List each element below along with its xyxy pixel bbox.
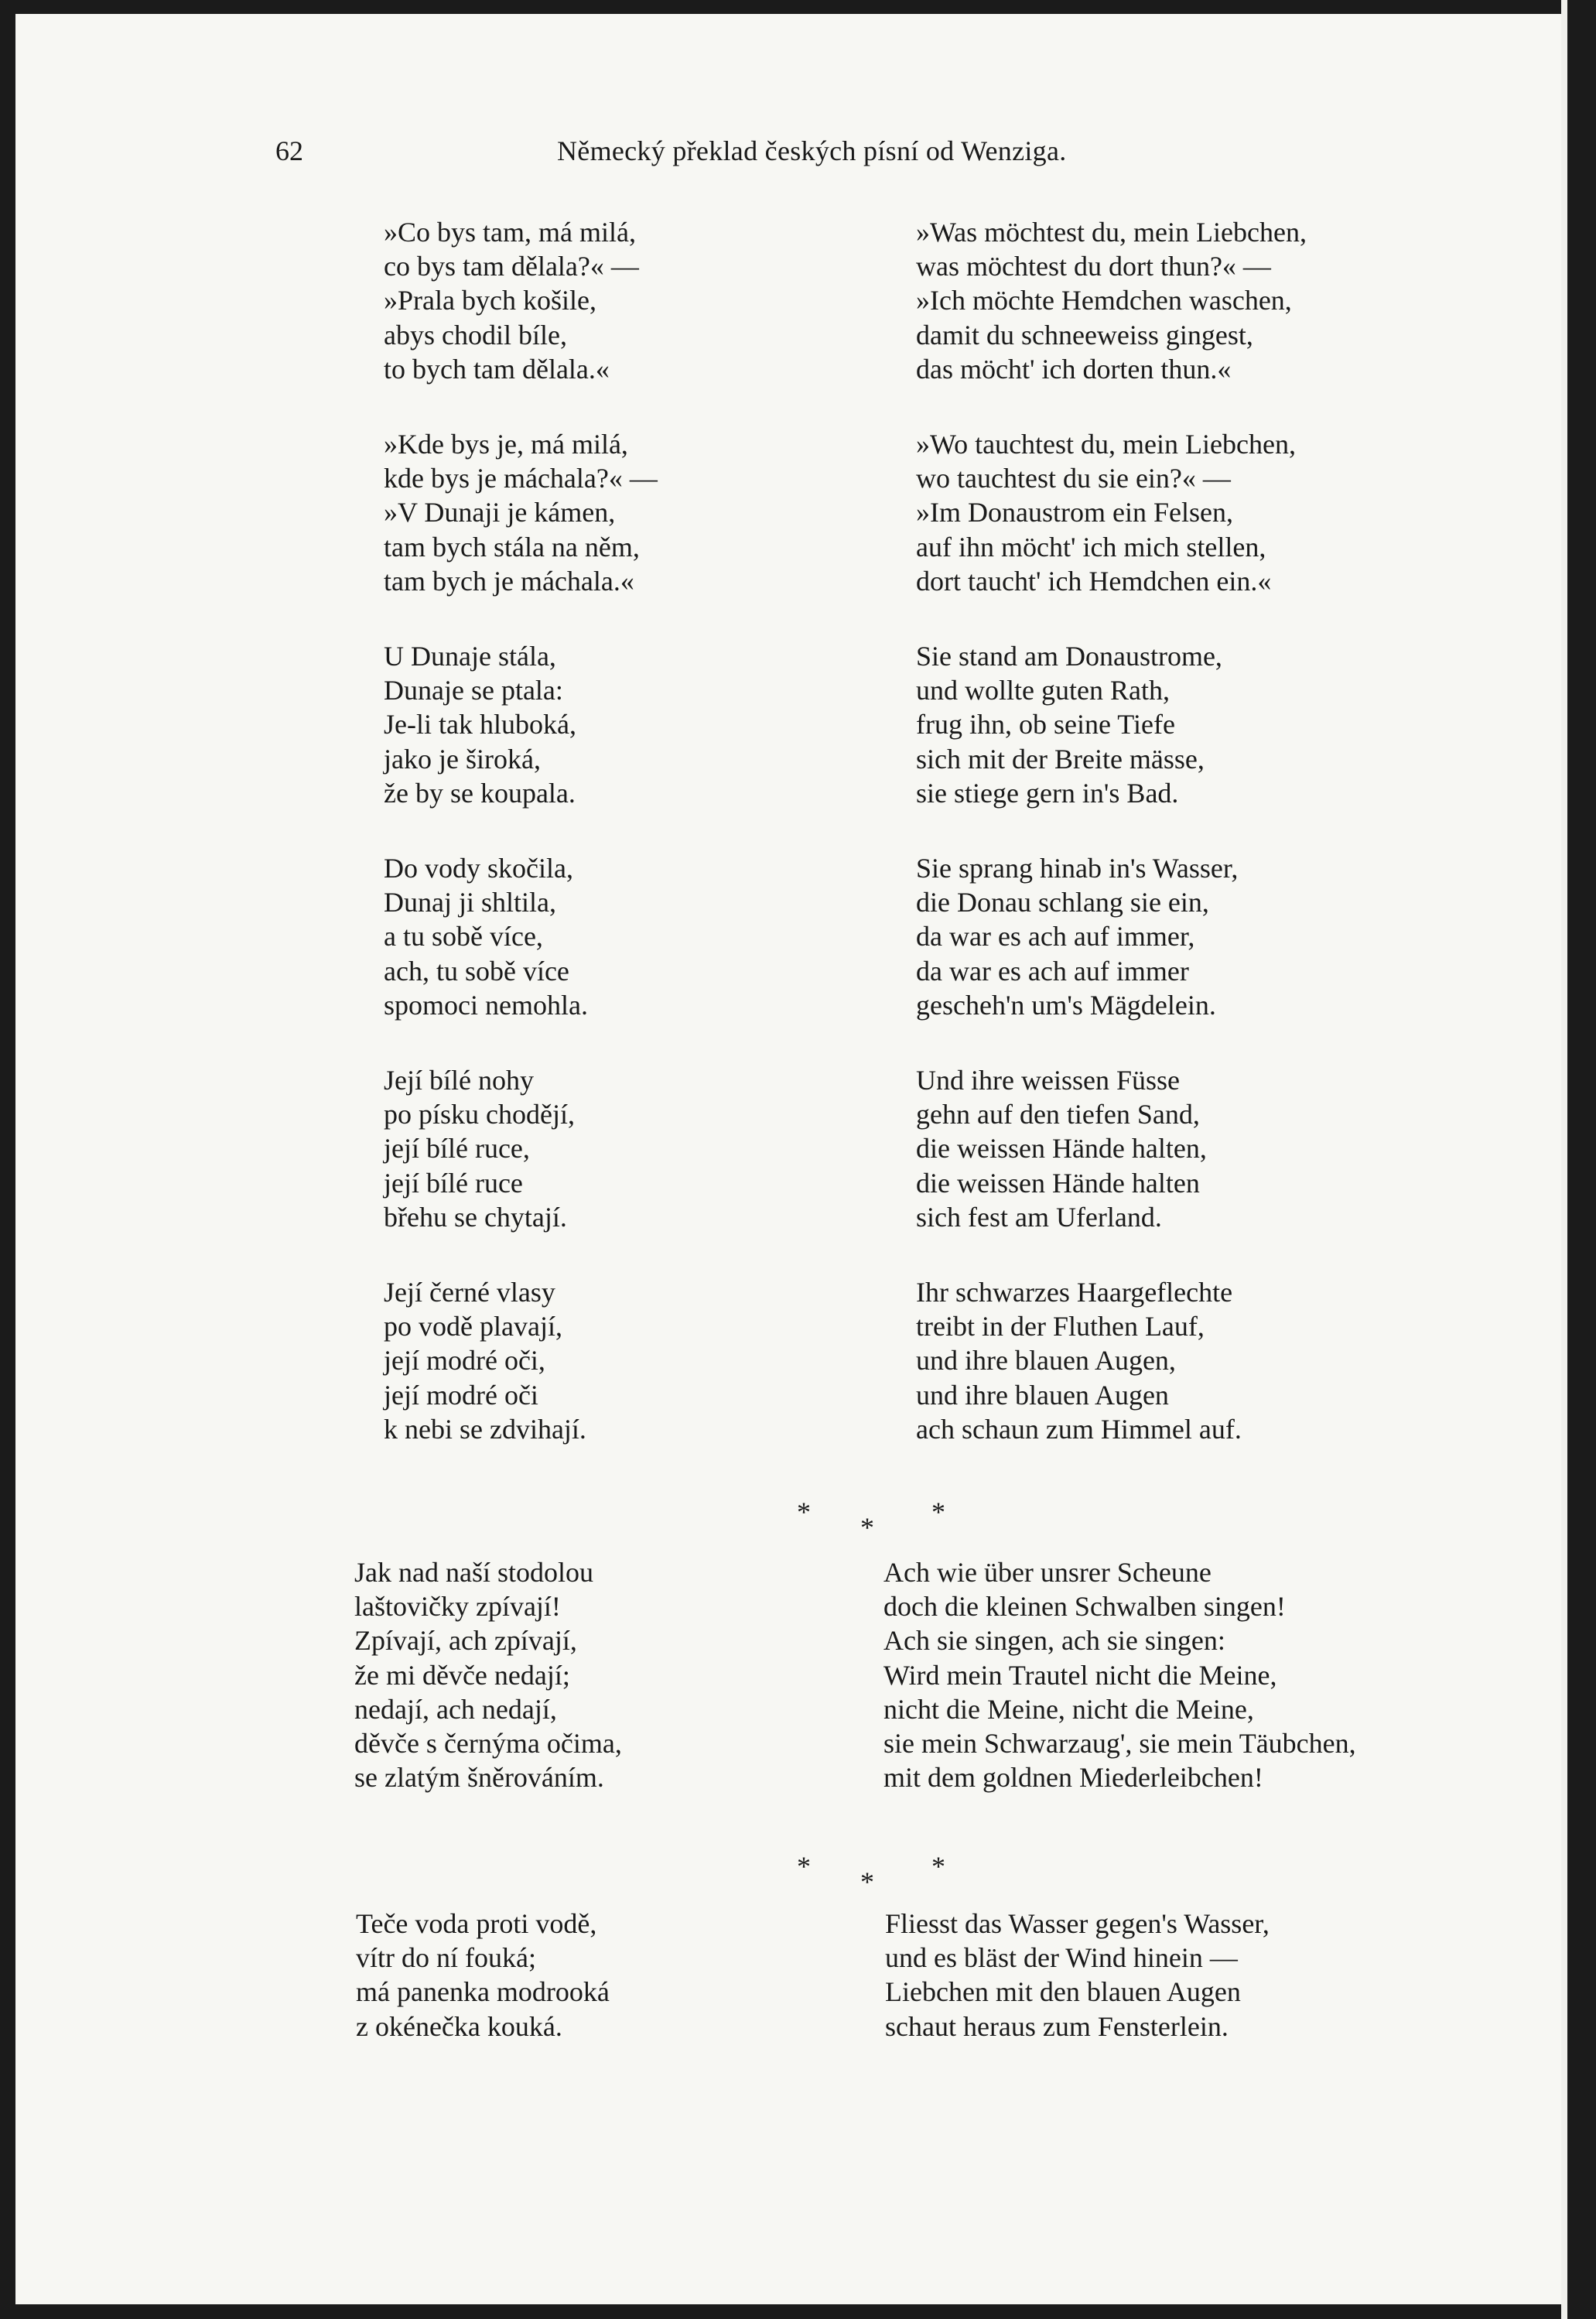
separator-star: * xyxy=(797,1496,811,1527)
verse-line: sich fest am Uferland. xyxy=(916,1201,1162,1233)
poem1-german-column xyxy=(916,215,1307,1487)
stanza xyxy=(916,215,1307,386)
verse-line: frug ihn, ob seine Tiefe xyxy=(916,709,1175,741)
verse-line: Sie stand am Donaustrome, xyxy=(916,641,1222,672)
verse-line: Dunaje se ptala: xyxy=(384,675,563,706)
verse-line: z okénečka kouká. xyxy=(356,2010,562,2042)
verse-line: sie stiege gern in's Bad. xyxy=(916,777,1179,809)
verse-line: Ihr schwarzes Haargeflechte xyxy=(916,1277,1233,1308)
separator-star: * xyxy=(860,1866,874,1897)
verse-line: má panenka modrooká xyxy=(356,1976,610,2008)
page-number: 62 xyxy=(275,135,303,166)
verse-line: vítr do ní fouká; xyxy=(356,1942,536,1974)
verse-line: sie mein Schwarzaug', sie mein Täubchen, xyxy=(883,1728,1356,1760)
verse-line: nicht die Meine, nicht die Meine, xyxy=(883,1693,1254,1725)
verse-line: »V Dunaji je kámen, xyxy=(384,497,616,528)
verse-line: »Im Donaustrom ein Felsen, xyxy=(916,497,1233,528)
verse-line: k nebi se zdvihají. xyxy=(384,1413,586,1445)
verse-line: »Prala bych košile, xyxy=(384,285,596,316)
running-title: Německý překlad českých písní od Wenziga. xyxy=(557,135,1067,166)
verse-line: Teče voda proti vodě, xyxy=(356,1908,597,1939)
verse-line: damit du schneeweiss gingest, xyxy=(916,319,1253,351)
verse-line: její bílé ruce, xyxy=(384,1133,530,1165)
verse-line: und es bläst der Wind hinein — xyxy=(885,1942,1238,1974)
poem2-czech-column xyxy=(354,1555,622,1794)
verse-line: její modré oči xyxy=(384,1379,538,1411)
stanza xyxy=(916,1063,1307,1234)
poem3-german-column xyxy=(885,1907,1270,2044)
verse-line: wo tauchtest du sie ein?« — xyxy=(916,463,1231,494)
verse-line: die weissen Hände halten xyxy=(916,1167,1200,1199)
verse-line: břehu se chytají. xyxy=(384,1201,567,1233)
verse-line: »Kde bys je, má milá, xyxy=(384,429,628,460)
verse-line: Fliesst das Wasser gegen's Wasser, xyxy=(885,1908,1270,1939)
verse-line: děvče s černýma očima, xyxy=(354,1728,622,1760)
verse-line: Ach sie singen, ach sie singen: xyxy=(883,1625,1225,1657)
verse-line: Do vody skočila, xyxy=(384,853,573,884)
separator-star: * xyxy=(860,1512,874,1543)
separator-star: * xyxy=(931,1496,945,1527)
verse-line: und wollte guten Rath, xyxy=(916,675,1170,706)
verse-line: »Was möchtest du, mein Liebchen, xyxy=(916,217,1307,248)
verse-line: že mi děvče nedají; xyxy=(354,1659,570,1691)
verse-line: to bych tam dělala.« xyxy=(384,353,610,385)
stanza xyxy=(384,1063,658,1234)
verse-line: da war es ach auf immer, xyxy=(916,921,1195,953)
verse-line: Wird mein Trautel nicht die Meine, xyxy=(883,1659,1277,1691)
verse-line: Sie sprang hinab in's Wasser, xyxy=(916,853,1239,884)
verse-line: doch die kleinen Schwalben singen! xyxy=(883,1591,1286,1623)
stanza xyxy=(916,851,1307,1022)
verse-line: auf ihn möcht' ich mich stellen, xyxy=(916,531,1266,563)
verse-line: jako je široká, xyxy=(384,743,541,775)
verse-line: mit dem goldnen Miederleibchen! xyxy=(883,1762,1263,1794)
stanza xyxy=(916,639,1307,810)
verse-line: abys chodil bíle, xyxy=(384,319,567,351)
verse-line: co bys tam dělala?« — xyxy=(384,251,639,282)
verse-line: Liebchen mit den blauen Augen xyxy=(885,1976,1241,2008)
verse-line: da war es ach auf immer xyxy=(916,955,1189,987)
stanza xyxy=(384,427,658,598)
verse-line: und ihre blauen Augen, xyxy=(916,1345,1176,1377)
verse-line: und ihre blauen Augen xyxy=(916,1379,1169,1411)
verse-line: sich mit der Breite mässe, xyxy=(916,743,1205,775)
verse-line: die Donau schlang sie ein, xyxy=(916,887,1209,918)
verse-line: schaut heraus zum Fensterlein. xyxy=(885,2010,1229,2042)
verse-line: die weissen Hände halten, xyxy=(916,1133,1207,1165)
verse-line: její bílé ruce xyxy=(384,1167,523,1199)
verse-line: Jak nad naší stodolou xyxy=(354,1557,593,1588)
stanza xyxy=(384,1275,658,1446)
verse-line: »Ich möchte Hemdchen waschen, xyxy=(916,285,1292,316)
poem3-czech-column xyxy=(356,1907,610,2044)
verse-line: »Wo tauchtest du, mein Liebchen, xyxy=(916,429,1296,460)
separator-star: * xyxy=(797,1851,811,1882)
verse-line: Und ihre weissen Füsse xyxy=(916,1065,1180,1096)
stanza xyxy=(384,639,658,810)
stanza xyxy=(916,427,1307,598)
verse-line: gescheh'n um's Mägdelein. xyxy=(916,989,1216,1021)
verse-line: Ach wie über unsrer Scheune xyxy=(883,1557,1212,1588)
verse-line: tam bych je máchala.« xyxy=(384,565,634,597)
verse-line: Zpívají, ach zpívají, xyxy=(354,1625,577,1657)
verse-line: Dunaj ji shltila, xyxy=(384,887,556,918)
verse-line: ach schaun zum Himmel auf. xyxy=(916,1413,1242,1445)
verse-line: Její černé vlasy xyxy=(384,1277,555,1308)
verse-line: U Dunaje stála, xyxy=(384,641,556,672)
verse-line: že by se koupala. xyxy=(384,777,576,809)
verse-line: nedají, ach nedají, xyxy=(354,1693,557,1725)
verse-line: se zlatým šněrováním. xyxy=(354,1762,604,1794)
stanza xyxy=(384,851,658,1022)
verse-line: a tu sobě více, xyxy=(384,921,543,953)
verse-line: dort taucht' ich Hemdchen ein.« xyxy=(916,565,1272,597)
verse-line: Je-li tak hluboká, xyxy=(384,709,576,741)
stanza xyxy=(384,215,658,386)
verse-line: das möcht' ich dorten thun.« xyxy=(916,353,1232,385)
page-header xyxy=(15,135,1561,181)
verse-line: spomoci nemohla. xyxy=(384,989,588,1021)
poem1-czech-column xyxy=(384,215,658,1487)
verse-line: treibt in der Fluthen Lauf, xyxy=(916,1311,1205,1342)
verse-line: was möchtest du dort thun?« — xyxy=(916,251,1271,282)
stanza xyxy=(916,1275,1307,1446)
verse-line: kde bys je máchala?« — xyxy=(384,463,658,494)
verse-line: po vodě plavají, xyxy=(384,1311,562,1342)
verse-line: Její bílé nohy xyxy=(384,1065,534,1096)
verse-line: její modré oči, xyxy=(384,1345,545,1377)
poem2-german-column xyxy=(883,1555,1356,1794)
page-edge xyxy=(1561,0,1567,2319)
verse-line: »Co bys tam, má milá, xyxy=(384,217,636,248)
separator-star: * xyxy=(931,1851,945,1882)
verse-line: ach, tu sobě více xyxy=(384,955,569,987)
verse-line: gehn auf den tiefen Sand, xyxy=(916,1099,1200,1130)
book-page xyxy=(15,14,1561,2304)
verse-line: po písku chodějí, xyxy=(384,1099,575,1130)
verse-line: laštovičky zpívají! xyxy=(354,1591,561,1623)
verse-line: tam bych stála na něm, xyxy=(384,531,640,563)
